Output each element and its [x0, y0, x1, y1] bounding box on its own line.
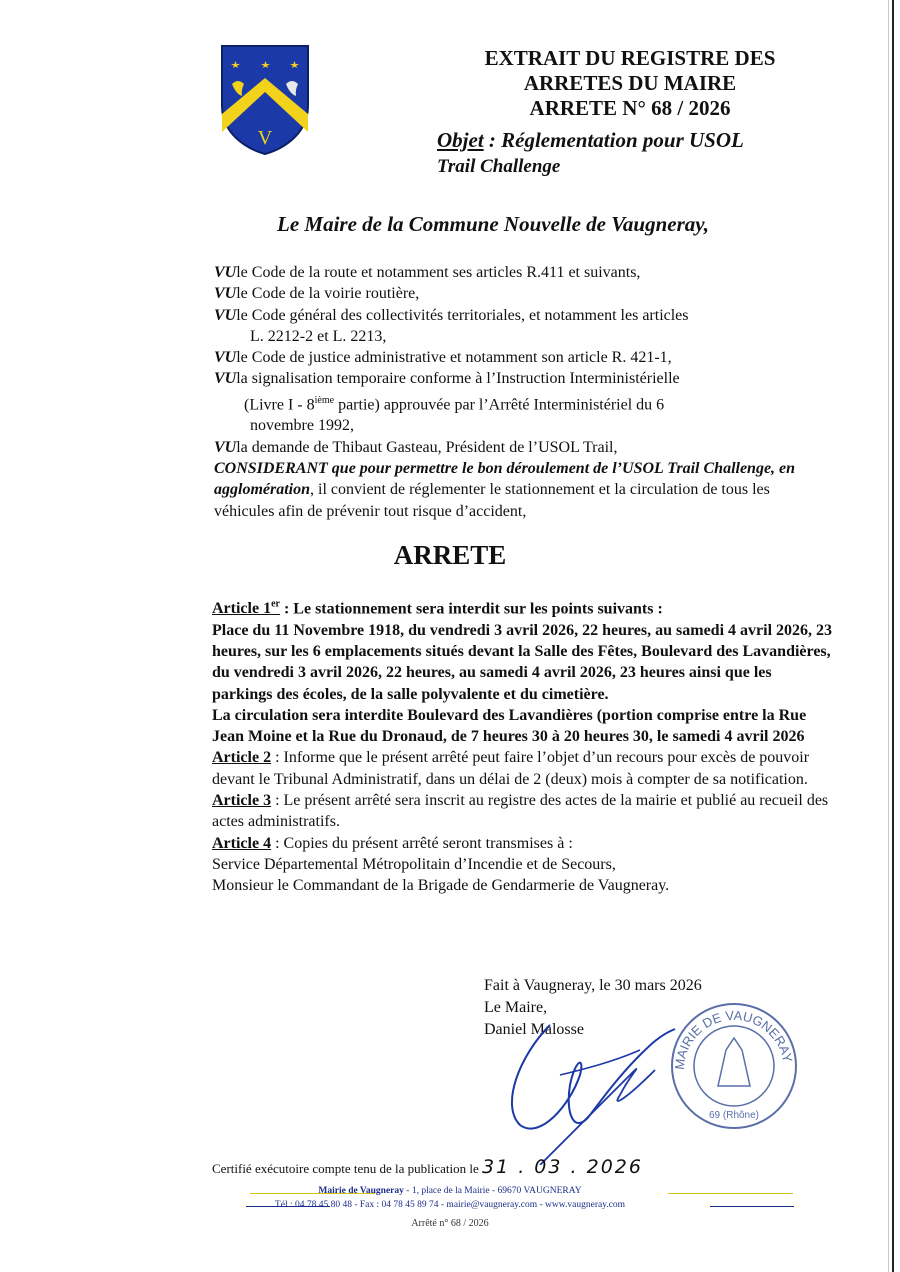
page-edge-line: [888, 0, 889, 1272]
article-1-parking: Place du 11 Novembre 1918, du vendredi 3 avril 2026, 22 heures, au samedi 4 avril 2026, 23 heures, sur les 6 emplacements situés devant la Salle des Fêtes, Boulevard des Lavandières, du vendredi 3 avril 2026, 22 heures, au samedi 4 avril 2026, 23 heures ainsi que les parkings des écoles, de la salle polyvalente et du cimetière.: [212, 621, 833, 703]
footer-mairie: Mairie de Vaugneray - 1, place de la Mairie - 69670 VAUGNERAY: [318, 1186, 582, 1196]
mairie-stamp: [668, 1000, 800, 1132]
svg-text:MAIRIE DE VAUGNERAY: MAIRIE DE VAUGNERAY: [671, 1007, 796, 1071]
visa-item: VUle Code de justice administrative et notamment son article R. 421-1,: [214, 349, 672, 367]
objet-label: Objet: [437, 128, 484, 152]
arrete-title: ARRETE: [393, 540, 507, 570]
maire-title: Le Maire de la Commune Nouvelle de Vaugneray,: [277, 212, 710, 236]
certification-date: 31 . 03 . 2026: [482, 1156, 643, 1178]
svg-text:V: V: [257, 127, 273, 149]
visas-block: [214, 262, 834, 522]
objet-block: [437, 128, 867, 179]
visa-item: VUle Code de la route et notamment ses articles R.411 et suivants,: [214, 264, 641, 281]
footer-contacts: Tél : 04 78 45 80 48 - Fax : 04 78 45 89 74 - mairie@vaugneray.com - www.vaugneray.com: [274, 1200, 626, 1210]
visa-item: VUla signalisation temporaire conforme à l’Instruction Interministérielle: [214, 370, 680, 388]
article-3: Article 3 : Le présent arrêté sera inscrit au registre des actes de la mairie et publié au recueil des actes administratifs.: [212, 792, 829, 831]
certification-line: Certifié exécutoire compte tenu de la publication le 31 . 03 . 2026: [212, 1156, 643, 1178]
place-date: Fait à Vaugneray, le 30 mars 2026: [484, 977, 702, 994]
considerant: CONSIDERANT que pour permettre le bon déroulement de l’USOL Trail Challenge, en agglomération, il convient de réglementer le stationnement et la circulation de tous les véhicules afin de prévenir tout risque d’accident,: [214, 460, 796, 520]
article-2: Article 2 : Informe que le présent arrêté peut faire l’objet d’un recours pour excès de pouvoir devant le Tribunal Administratif, dans un délai de 2 (deux) mois à compter de sa notification.: [212, 749, 810, 788]
article-1-lead: Article 1er : Le stationnement sera interdit sur les points suivants :: [212, 599, 663, 618]
signer-name: Daniel Malosse: [484, 1021, 584, 1038]
header-line-2: ARRETES DU MAIRE: [523, 71, 737, 95]
commune-crest-logo: [220, 44, 310, 156]
objet-line-2: Trail Challenge: [437, 156, 561, 177]
visa-item: VUla demande de Thibaut Gasteau, Président de l’USOL Trail,: [214, 438, 618, 456]
header-line-1: EXTRAIT DU REGISTRE DES: [484, 46, 776, 70]
svg-text:69 (Rhône): 69 (Rhône): [708, 1110, 760, 1121]
page-edge-border: [892, 0, 894, 1272]
visa-item-cont: L. 2212-2 et L. 2213,: [250, 327, 387, 345]
header-arrete-number: ARRETE N° 68 / 2026: [529, 96, 731, 120]
visa-item-cont: novembre 1992,: [250, 417, 354, 435]
objet-text: : Réglementation pour USOL: [483, 128, 744, 152]
visa-item: VUle Code général des collectivités territoriales, et notamment les articles: [214, 306, 689, 324]
article-1-circulation: La circulation sera interdite Boulevard des Lavandières (portion comprise entre la Rue Jean Moine et la Rue du Dronaud, de 7 heures 30 à 20 heures 30, le samedi 4 avril 2026: [212, 706, 807, 746]
visa-item-cont: (Livre I - 8ième partie) approuvée par l’Arrêté Interministériel du 6: [244, 394, 665, 414]
signer-role: Le Maire,: [484, 999, 548, 1016]
article-4: Article 4 : Copies du présent arrêté seront transmises à :: [212, 834, 573, 852]
articles-block: [212, 594, 836, 896]
document-header: [400, 46, 860, 121]
footer-ref: Arrêté n° 68 / 2026: [411, 1218, 489, 1229]
handwritten-signature: [480, 1015, 680, 1165]
visa-item: VUle Code de la voirie routière,: [214, 285, 420, 303]
article-4-dest-1: Service Départemental Métropolitain d’Incendie et de Secours,: [212, 855, 616, 873]
article-4-dest-2: Monsieur le Commandant de la Brigade de Gendarmerie de Vaugneray.: [212, 877, 670, 895]
